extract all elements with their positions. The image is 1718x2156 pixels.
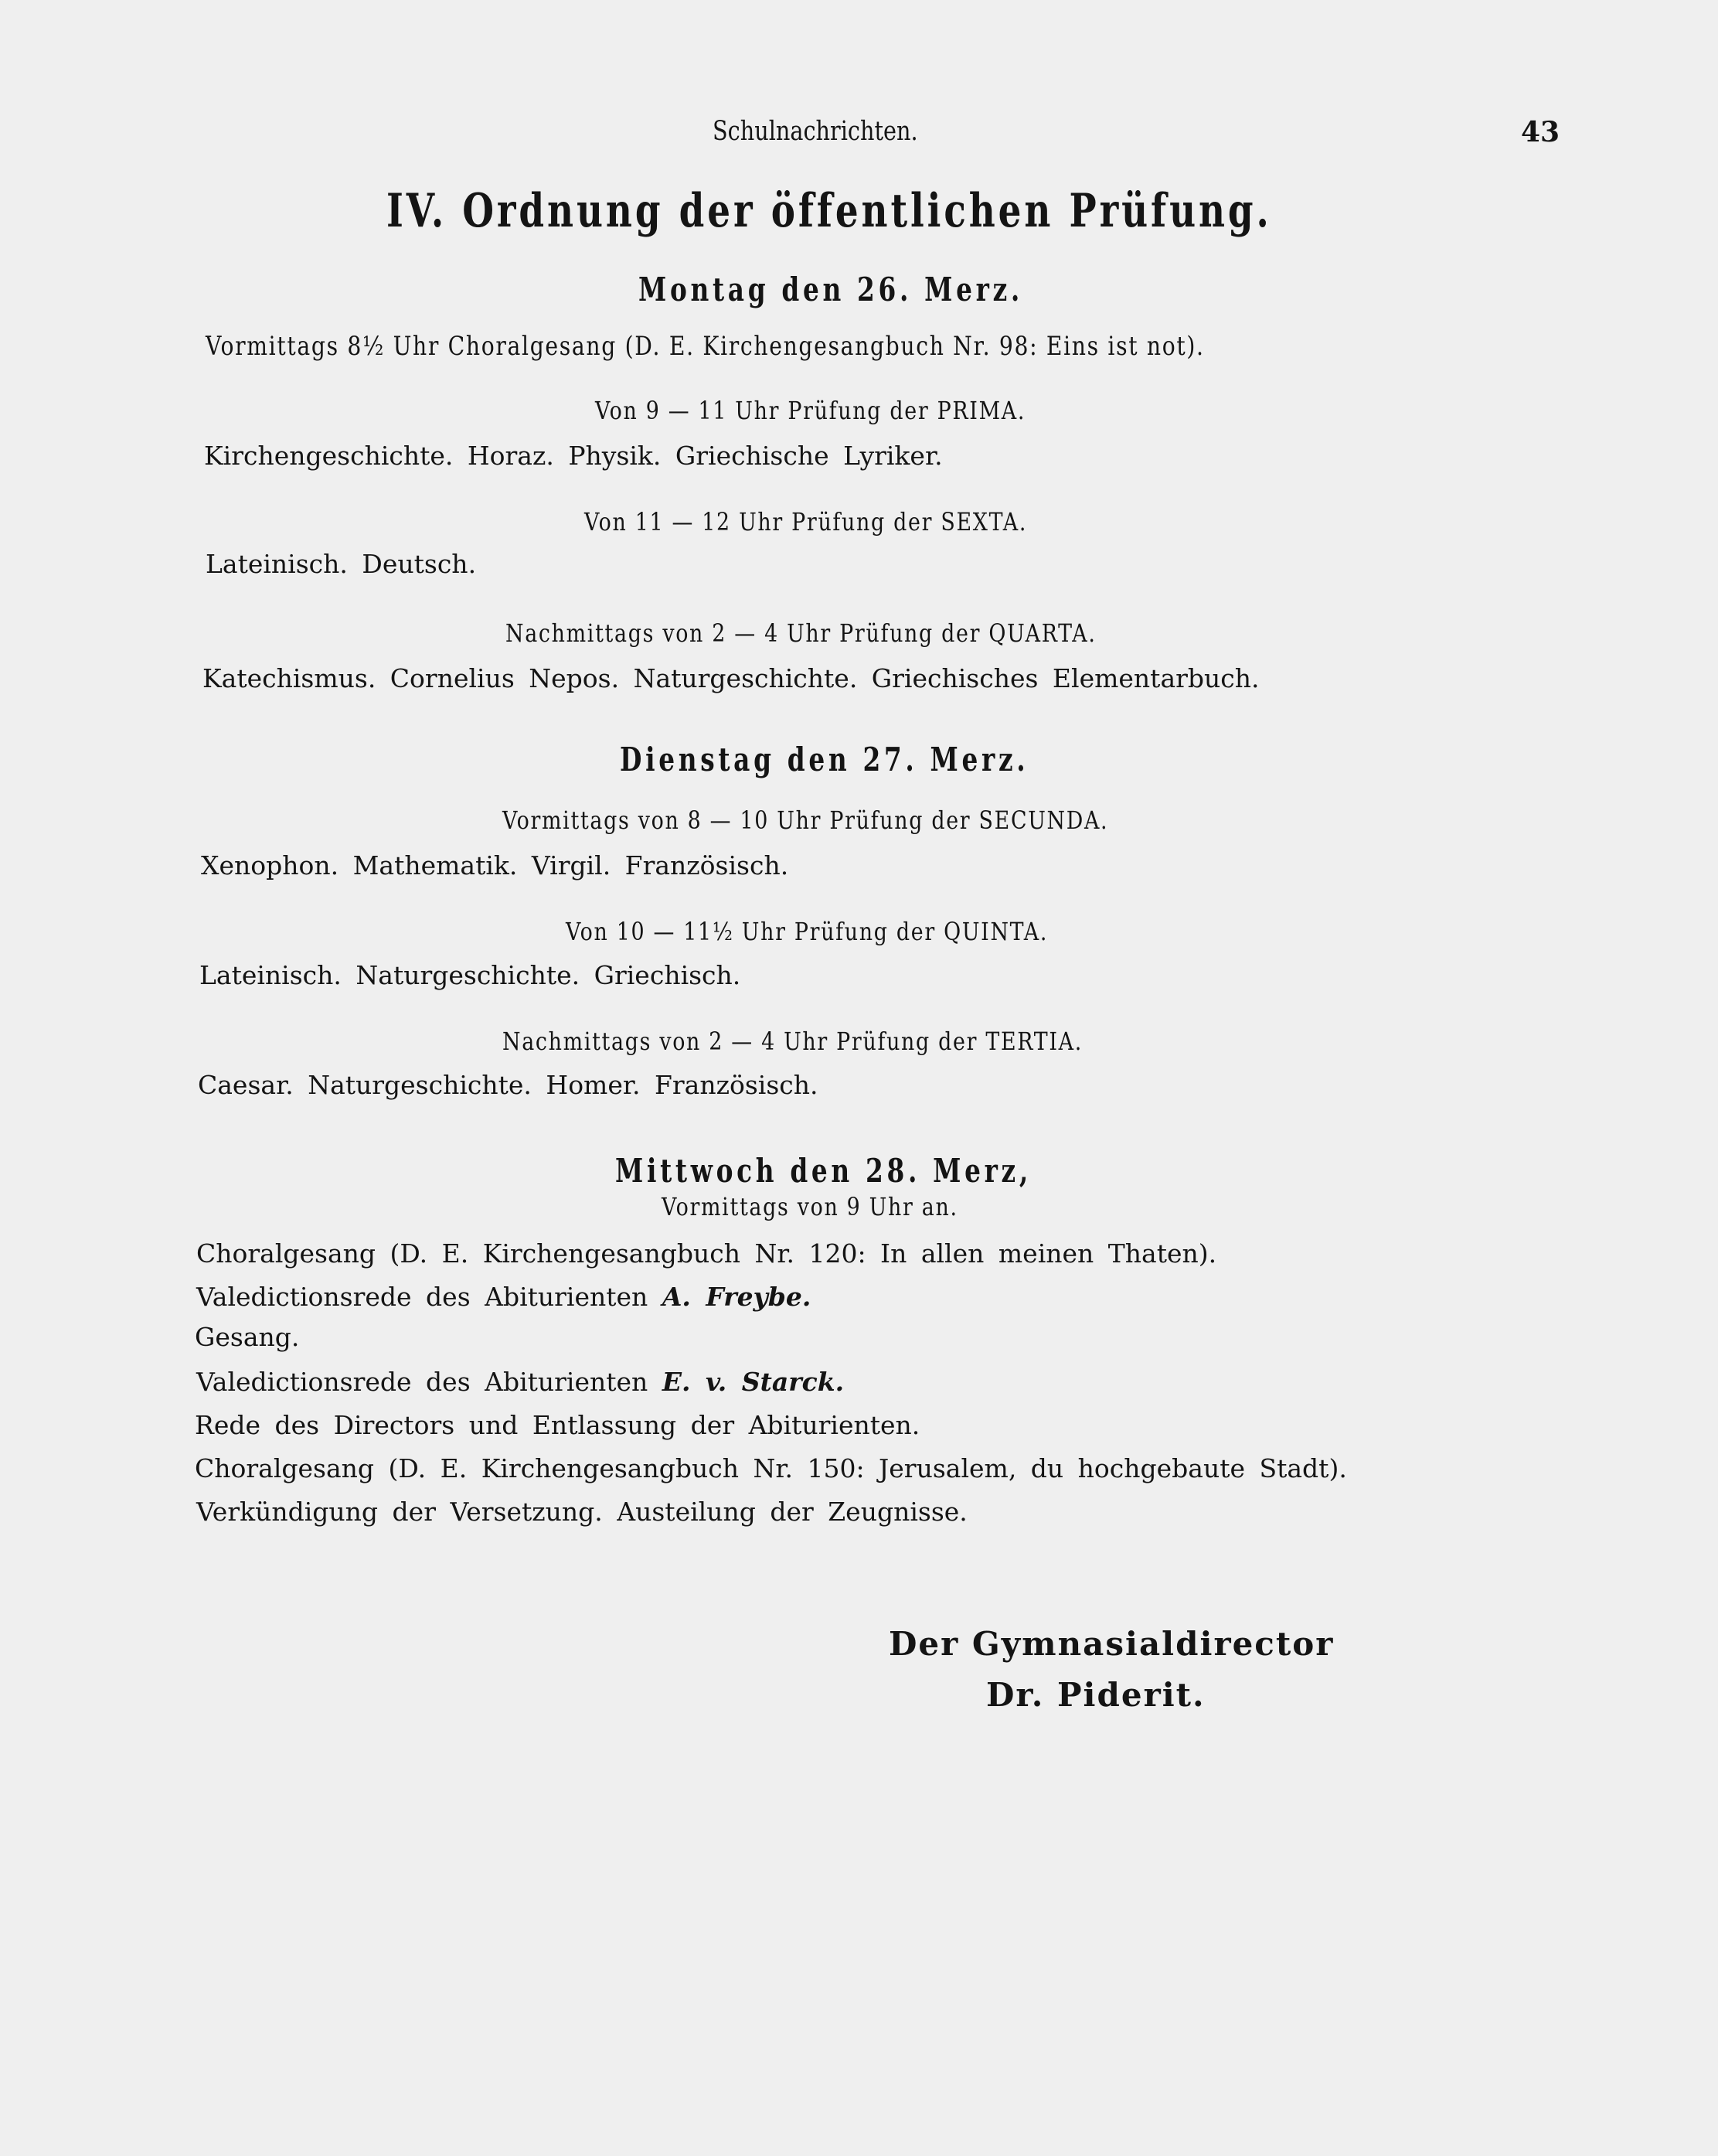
wednesday-item-valediction-1 <box>196 1282 811 1312</box>
monday-quarta-subjects: Katechismus. Cornelius Nepos. Naturgeschichte. Griechisches Elementarbuch. <box>202 663 1260 693</box>
monday-sexta-heading: Von 11 — 12 Uhr Prüfung der SEXTA. <box>584 507 1028 536</box>
monday-quarta-heading: Nachmittags von 2 — 4 Uhr Prüfung der QUARTA. <box>505 618 1097 648</box>
tuesday-tertia-heading: Nachmittags von 2 — 4 Uhr Prüfung der TERTIA. <box>502 1027 1083 1056</box>
signature-title: Der Gymnasialdirector <box>889 1625 1335 1663</box>
tuesday-tertia-subjects: Caesar. Naturgeschichte. Homer. Französisch. <box>198 1070 818 1100</box>
tuesday-heading: Dienstag den 27. Merz. <box>620 741 1029 778</box>
monday-prima-heading: Von 9 — 11 Uhr Prüfung der PRIMA. <box>595 396 1026 425</box>
wednesday-item-directors-speech: Rede des Directors und Entlassung der Abiturienten. <box>195 1410 920 1440</box>
monday-prima-subjects: Kirchengeschichte. Horaz. Physik. Griechische Lyriker. <box>204 441 943 471</box>
wednesday-item-valediction-2 <box>196 1367 844 1397</box>
wednesday-item-chorale-2: Choralgesang (D. E. Kirchengesangbuch Nr. 150: Jerusalem, du hochgebaute Stadt). <box>195 1453 1347 1483</box>
valediction-1-name: A. Freybe. <box>662 1282 811 1312</box>
valediction-2-name: E. v. Starck. <box>662 1367 845 1397</box>
signature-name: Dr. Piderit. <box>986 1676 1206 1714</box>
tuesday-secunda-heading: Vormittags von 8 — 10 Uhr Prüfung der SECUNDA. <box>502 806 1109 835</box>
wednesday-item-announcement: Verkündigung der Versetzung. Austeilung der Zeugnisse. <box>196 1497 968 1527</box>
wednesday-item-chorale-1: Choralgesang (D. E. Kirchengesangbuch Nr. 120: In allen meinen Thaten). <box>196 1238 1217 1269</box>
tuesday-secunda-subjects: Xenophon. Mathematik. Virgil. Französisch. <box>201 850 789 880</box>
monday-heading: Montag den 26. Merz. <box>638 271 1023 308</box>
monday-sexta-subjects: Lateinisch. Deutsch. <box>206 549 477 579</box>
wednesday-subheading: Vormittags von 9 Uhr an. <box>662 1192 958 1221</box>
section-title: IV. Ordnung der öffentlichen Prüfung. <box>386 184 1272 238</box>
running-title: Schulnachrichten. <box>713 116 918 147</box>
page-number: 43 <box>1521 116 1560 148</box>
monday-opening-line: Vormittags 8½ Uhr Choralgesang (D. E. Kirchengesangbuch Nr. 98: Eins ist not). <box>206 331 1205 362</box>
valediction-1-prefix: Valedictionsrede des Abiturienten <box>196 1282 648 1312</box>
tuesday-quinta-subjects: Lateinisch. Naturgeschichte. Griechisch. <box>199 960 741 990</box>
wednesday-item-song: Gesang. <box>195 1322 300 1352</box>
tuesday-quinta-heading: Von 10 — 11½ Uhr Prüfung der QUINTA. <box>566 917 1049 946</box>
wednesday-heading: Mittwoch den 28. Merz, <box>615 1152 1032 1190</box>
valediction-2-prefix: Valedictionsrede des Abiturienten <box>196 1367 648 1397</box>
